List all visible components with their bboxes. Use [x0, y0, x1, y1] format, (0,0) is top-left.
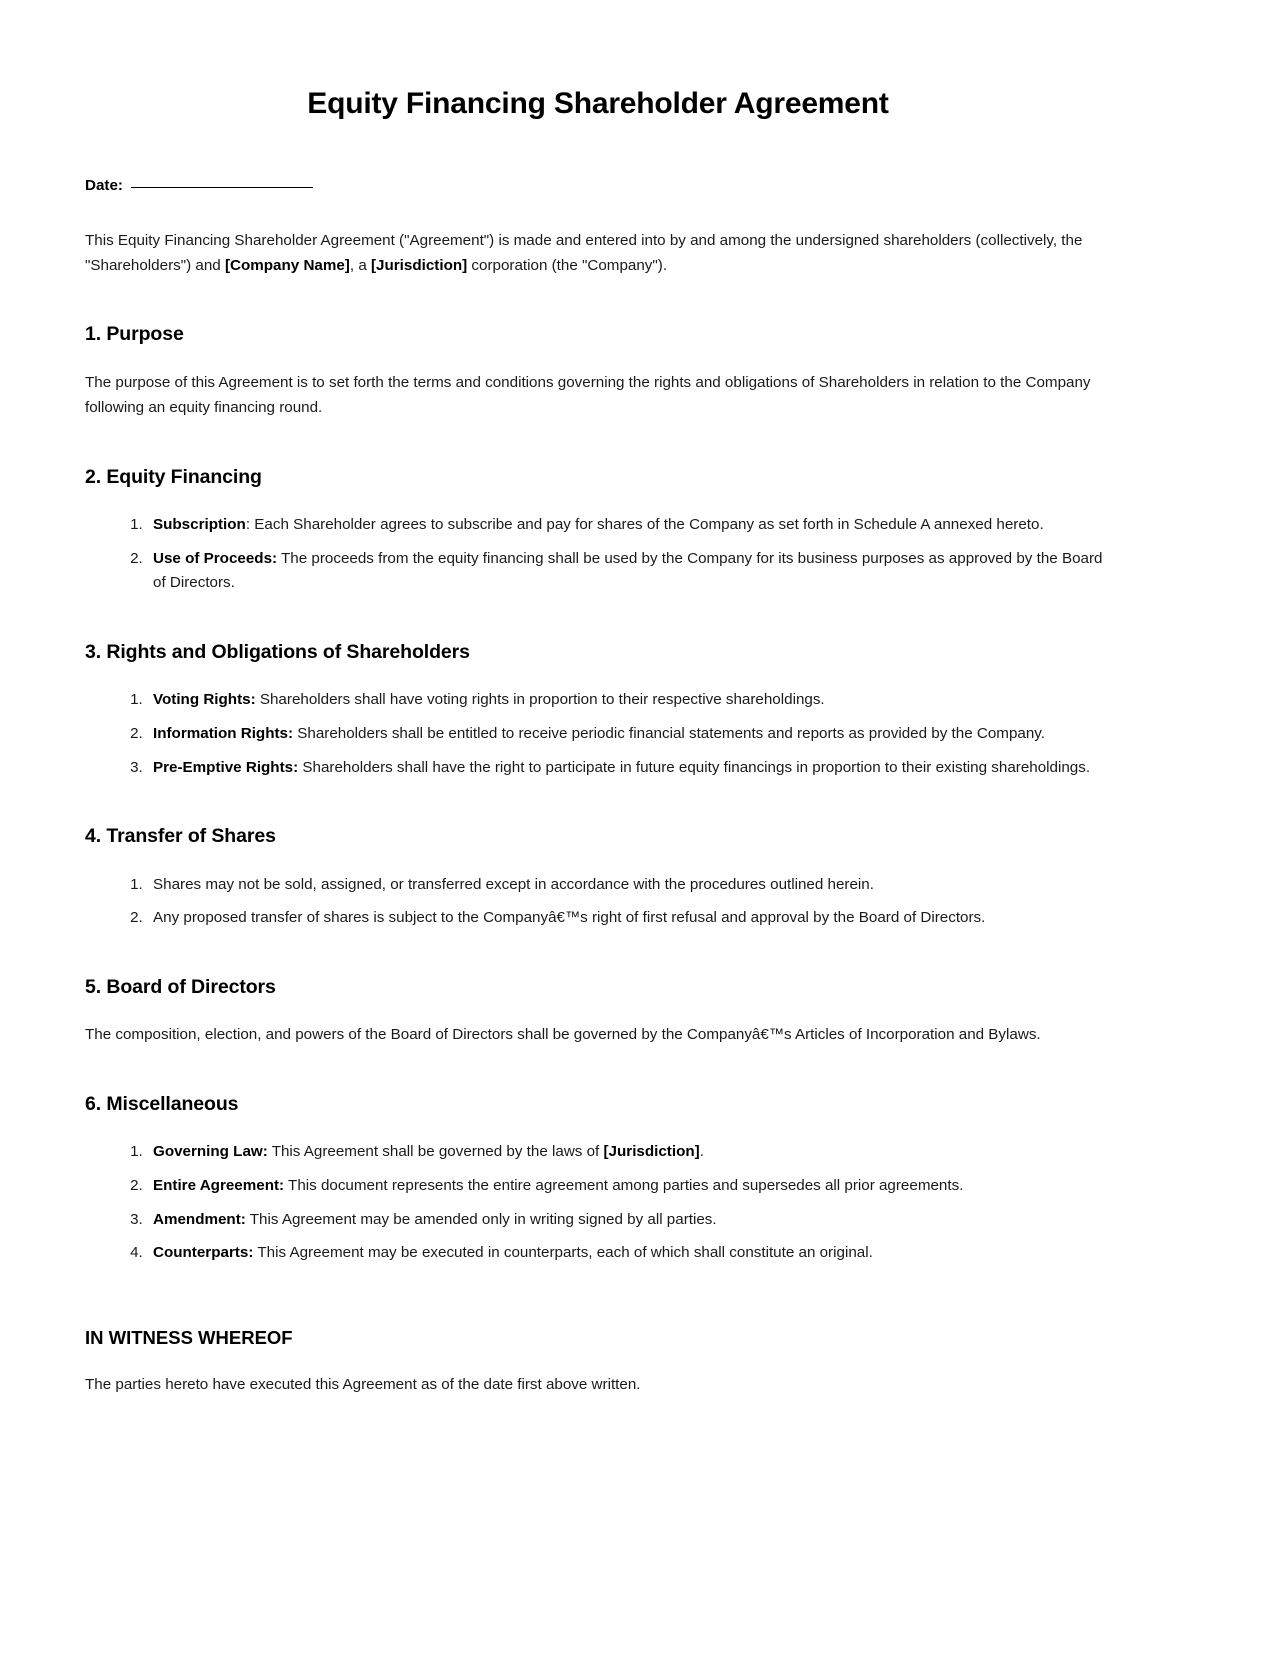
- list-item-lead: Entire Agreement:: [153, 1177, 285, 1195]
- list-item: [147, 1241, 1111, 1266]
- date-field-row: [85, 174, 1111, 199]
- list-item: [147, 906, 1111, 931]
- preamble-part-1: This Equity Financing Shareholder Agreement ("Agreement") is made and entered into by and among the undersigned shareholders (collectively, the "Shareholders") and: [85, 231, 1083, 274]
- preamble-paragraph: [85, 229, 1111, 279]
- company-name-placeholder: [Company Name]: [224, 256, 350, 274]
- list-item: [147, 1174, 1111, 1199]
- list-item-lead: Subscription: [153, 516, 246, 534]
- preamble-part-2: , a: [349, 256, 371, 274]
- list-item-lead: Pre-Emptive Rights:: [153, 758, 299, 776]
- list-item-text: This Agreement shall be governed by the laws of: [267, 1143, 604, 1161]
- preamble-part-3: corporation (the "Company").: [467, 256, 668, 274]
- list-item-text: Shareholders shall have voting rights in proportion to their respective shareholdings.: [255, 691, 825, 709]
- witness-paragraph: The parties hereto have executed this Agreement as of the date first above written.: [85, 1376, 641, 1394]
- list-item: [147, 547, 1111, 596]
- list-item-text: Shares may not be sold, assigned, or transferred except in accordance with the procedures outlined herein.: [153, 875, 874, 893]
- section-list-equity-financing: [85, 513, 1111, 596]
- section-heading-miscellaneous: 6. Miscellaneous: [85, 1093, 239, 1116]
- list-item-text: This document represents the entire agreement among parties and supersedes all prior agreements.: [284, 1177, 964, 1195]
- list-item-lead: Governing Law:: [153, 1143, 268, 1161]
- jurisdiction-placeholder: [Jurisdiction]: [370, 256, 468, 274]
- section-list-rights-obligations: [85, 688, 1111, 780]
- list-item: [147, 756, 1111, 781]
- list-item-tail: .: [699, 1143, 704, 1161]
- section-list-transfer-of-shares: [85, 873, 1111, 931]
- list-item-jurisdiction-placeholder: [Jurisdiction]: [603, 1143, 700, 1161]
- list-item: [147, 722, 1111, 747]
- list-item-text: The proceeds from the equity financing shall be used by the Company for its business purposes as approved by the Board of Directors.: [153, 549, 1103, 592]
- date-label: Date:: [85, 177, 123, 194]
- section-heading-equity-financing: 2. Equity Financing: [85, 465, 262, 488]
- list-item-text: Shareholders shall be entitled to receive periodic financial statements and reports as provided by the Company.: [293, 724, 1045, 742]
- list-item-lead: Counterparts:: [153, 1244, 254, 1262]
- list-item: [147, 513, 1111, 538]
- list-item-text: Shareholders shall have the right to participate in future equity financings in proportion to their existing shareholdings.: [298, 758, 1091, 776]
- list-item: [147, 1140, 1111, 1165]
- list-item: [147, 1208, 1111, 1233]
- section-heading-board-of-directors: 5. Board of Directors: [85, 975, 276, 998]
- list-item-text: This Agreement may be amended only in writing signed by all parties.: [245, 1210, 717, 1228]
- section-paragraph-purpose: The purpose of this Agreement is to set forth the terms and conditions governing the rights and obligations of Shareholders in relation to the Company following an equity financing round.: [85, 373, 1091, 416]
- list-item-text: Each Shareholder agrees to subscribe and pay for shares of the Company as set forth in Schedule A annexed hereto.: [250, 516, 1044, 534]
- section-list-miscellaneous: [85, 1140, 1111, 1266]
- list-item-lead: Information Rights:: [153, 724, 294, 742]
- list-item-lead: Amendment:: [153, 1210, 246, 1228]
- section-heading-transfer-of-shares: 4. Transfer of Shares: [85, 825, 276, 848]
- date-blank-line[interactable]: [131, 187, 313, 188]
- list-item-sep: :: [245, 516, 251, 534]
- list-item: [147, 873, 1111, 898]
- list-item-text: This Agreement may be executed in counterparts, each of which shall constitute an original.: [253, 1244, 873, 1262]
- list-item-text: Any proposed transfer of shares is subject to the Companyâ€™s right of first refusal and approval by the Board of Directors.: [153, 909, 986, 927]
- witness-heading: IN WITNESS WHEREOF: [85, 1326, 293, 1348]
- section-paragraph-board-of-directors: The composition, election, and powers of the Board of Directors shall be governed by the Companyâ€™s Articles of Incorporation and Bylaws.: [85, 1026, 1041, 1044]
- list-item: [147, 688, 1111, 713]
- page-title: Equity Financing Shareholder Agreement: [307, 87, 889, 120]
- section-heading-purpose: 1. Purpose: [85, 323, 184, 346]
- list-item-lead: Use of Proceeds:: [153, 549, 278, 567]
- list-item-lead: Voting Rights:: [153, 691, 256, 709]
- section-heading-rights-obligations: 3. Rights and Obligations of Shareholders: [85, 640, 470, 663]
